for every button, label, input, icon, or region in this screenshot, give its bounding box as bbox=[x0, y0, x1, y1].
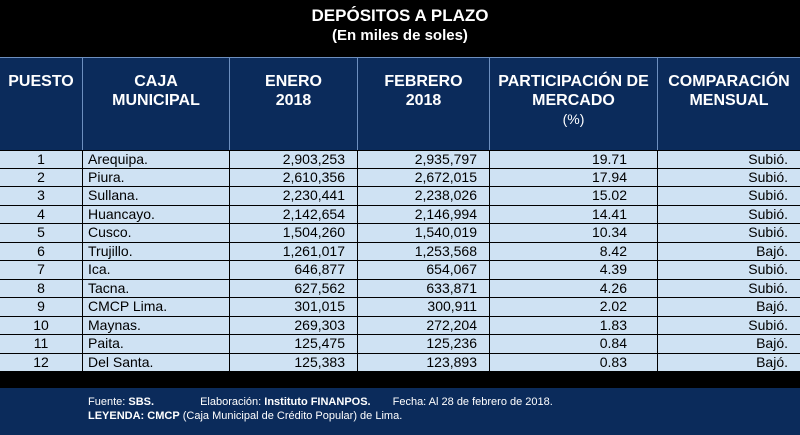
cell-enero: 125,475 bbox=[230, 335, 358, 353]
footer-elaboracion-value: Instituto FINANPOS. bbox=[264, 396, 371, 408]
table-row bbox=[0, 243, 800, 262]
footer-leyenda-abbr: CMCP bbox=[147, 410, 180, 422]
cell-enero: 125,383 bbox=[230, 354, 358, 372]
table-row bbox=[0, 335, 800, 354]
cell-febrero: 2,672,015 bbox=[358, 169, 490, 187]
table-row bbox=[0, 150, 800, 169]
header-febrero-line1: FEBRERO bbox=[384, 73, 463, 90]
cell-participacion: 4.26 bbox=[490, 280, 658, 298]
header-puesto bbox=[0, 58, 83, 150]
table-row bbox=[0, 206, 800, 225]
cell-caja: Huancayo. bbox=[83, 206, 230, 224]
cell-enero: 2,230,441 bbox=[230, 187, 358, 205]
header-comparacion-line1: COMPARACIÓN bbox=[668, 73, 790, 90]
table-row bbox=[0, 187, 800, 206]
cell-caja: CMCP Lima. bbox=[83, 298, 230, 316]
cell-participacion: 8.42 bbox=[490, 243, 658, 261]
cell-comparacion: Bajó. bbox=[756, 298, 788, 314]
cell-caja: Cusco. bbox=[83, 224, 230, 242]
cell-febrero: 2,935,797 bbox=[358, 151, 490, 168]
header-febrero-line2: 2018 bbox=[405, 92, 442, 109]
table-subtitle: (En miles de soles) bbox=[332, 27, 468, 44]
table-row bbox=[0, 224, 800, 243]
header-puesto-label: PUESTO bbox=[8, 73, 74, 90]
cell-participacion: 1.83 bbox=[490, 317, 658, 335]
footer-fecha: Fecha: Al 28 de febrero de 2018. bbox=[392, 396, 553, 408]
cell-puesto: 10 bbox=[0, 317, 83, 335]
header-comparacion-line2: MENSUAL bbox=[689, 92, 769, 109]
table-body bbox=[0, 150, 800, 372]
header-comparacion bbox=[658, 58, 800, 150]
cell-participacion: 4.39 bbox=[490, 261, 658, 279]
cell-febrero: 2,146,994 bbox=[358, 206, 490, 224]
cell-caja: Trujillo. bbox=[83, 243, 230, 261]
cell-comparacion: Bajó. bbox=[756, 335, 788, 351]
cell-puesto: 6 bbox=[0, 243, 83, 261]
footer-elaboracion-label: Elaboración: bbox=[200, 396, 262, 408]
header-participacion-line1: PARTICIPACIÓN DE bbox=[498, 73, 649, 90]
cell-enero: 1,504,260 bbox=[230, 224, 358, 242]
cell-caja: Del Santa. bbox=[83, 354, 230, 372]
table-footer bbox=[0, 388, 800, 435]
table-row bbox=[0, 317, 800, 336]
cell-febrero: 123,893 bbox=[358, 354, 490, 372]
cell-caja: Piura. bbox=[83, 169, 230, 187]
cell-puesto: 9 bbox=[0, 298, 83, 316]
cell-comparacion: Subió. bbox=[748, 168, 788, 185]
header-enero-line2: 2018 bbox=[275, 92, 312, 109]
cell-comparacion: Bajó. bbox=[756, 353, 788, 370]
cell-participacion: 19.71 bbox=[490, 151, 658, 168]
footer-fuente-label: Fuente: bbox=[88, 396, 126, 408]
cell-comparacion: Subió. bbox=[748, 261, 788, 277]
cell-participacion: 14.41 bbox=[490, 206, 658, 224]
table-row bbox=[0, 354, 800, 373]
cell-caja: Arequipa. bbox=[83, 151, 230, 168]
cell-caja: Ica. bbox=[83, 261, 230, 279]
table-header bbox=[0, 57, 800, 150]
table-row bbox=[0, 261, 800, 280]
cell-caja: Paita. bbox=[83, 335, 230, 353]
cell-puesto: 5 bbox=[0, 224, 83, 242]
cell-comparacion: Subió. bbox=[748, 279, 788, 296]
header-participacion-line2: MERCADO bbox=[532, 92, 615, 109]
cell-participacion: 17.94 bbox=[490, 169, 658, 187]
header-participacion bbox=[490, 58, 658, 150]
cell-febrero: 300,911 bbox=[358, 298, 490, 316]
header-caja bbox=[83, 58, 230, 150]
cell-puesto: 2 bbox=[0, 169, 83, 187]
table-row bbox=[0, 298, 800, 317]
cell-febrero: 125,236 bbox=[358, 335, 490, 353]
cell-enero: 269,303 bbox=[230, 317, 358, 335]
header-caja-line2: MUNICIPAL bbox=[112, 92, 200, 109]
cell-participacion: 0.83 bbox=[490, 354, 658, 372]
cell-enero: 301,015 bbox=[230, 298, 358, 316]
footer-leyenda-label: LEYENDA: bbox=[88, 410, 145, 422]
cell-participacion: 15.02 bbox=[490, 187, 658, 205]
cell-puesto: 8 bbox=[0, 280, 83, 298]
footer-fuente-value: SBS. bbox=[128, 396, 155, 408]
footer-leyenda-text: (Caja Municipal de Crédito Popular) de Lima. bbox=[182, 410, 403, 422]
cell-febrero: 654,067 bbox=[358, 261, 490, 279]
cell-puesto: 3 bbox=[0, 187, 83, 205]
cell-caja: Sullana. bbox=[83, 187, 230, 205]
cell-puesto: 1 bbox=[0, 151, 83, 168]
cell-puesto: 11 bbox=[0, 335, 83, 353]
table-row bbox=[0, 169, 800, 188]
cell-puesto: 4 bbox=[0, 206, 83, 224]
cell-caja: Tacna. bbox=[83, 280, 230, 298]
cell-puesto: 12 bbox=[0, 354, 83, 372]
cell-enero: 2,903,253 bbox=[230, 151, 358, 168]
cell-comparacion: Subió. bbox=[748, 187, 788, 203]
cell-comparacion: Bajó. bbox=[756, 242, 788, 259]
table-title: DEPÓSITOS A PLAZO bbox=[311, 6, 489, 25]
cell-febrero: 2,238,026 bbox=[358, 187, 490, 205]
header-enero-line1: ENERO bbox=[265, 73, 322, 90]
cell-comparacion: Subió. bbox=[748, 205, 788, 222]
cell-participacion: 10.34 bbox=[490, 224, 658, 242]
cell-puesto: 7 bbox=[0, 261, 83, 279]
cell-enero: 627,562 bbox=[230, 280, 358, 298]
cell-febrero: 1,253,568 bbox=[358, 243, 490, 261]
cell-comparacion: Subió. bbox=[748, 224, 788, 240]
cell-febrero: 633,871 bbox=[358, 280, 490, 298]
table-row bbox=[0, 280, 800, 299]
footer-legend-line bbox=[88, 409, 402, 424]
cell-enero: 2,142,654 bbox=[230, 206, 358, 224]
header-caja-line1: CAJA bbox=[134, 73, 178, 90]
cell-febrero: 272,204 bbox=[358, 317, 490, 335]
header-enero bbox=[230, 58, 358, 150]
cell-febrero: 1,540,019 bbox=[358, 224, 490, 242]
cell-comparacion: Subió. bbox=[748, 151, 788, 167]
cell-enero: 1,261,017 bbox=[230, 243, 358, 261]
cell-enero: 646,877 bbox=[230, 261, 358, 279]
footer-source-line bbox=[88, 395, 553, 410]
cell-enero: 2,610,356 bbox=[230, 169, 358, 187]
cell-participacion: 2.02 bbox=[490, 298, 658, 316]
cell-participacion: 0.84 bbox=[490, 335, 658, 353]
cell-comparacion: Subió. bbox=[748, 316, 788, 333]
title-block bbox=[0, 6, 800, 45]
cell-caja: Maynas. bbox=[83, 317, 230, 335]
header-participacion-unit: (%) bbox=[562, 111, 585, 127]
header-febrero bbox=[358, 58, 490, 150]
